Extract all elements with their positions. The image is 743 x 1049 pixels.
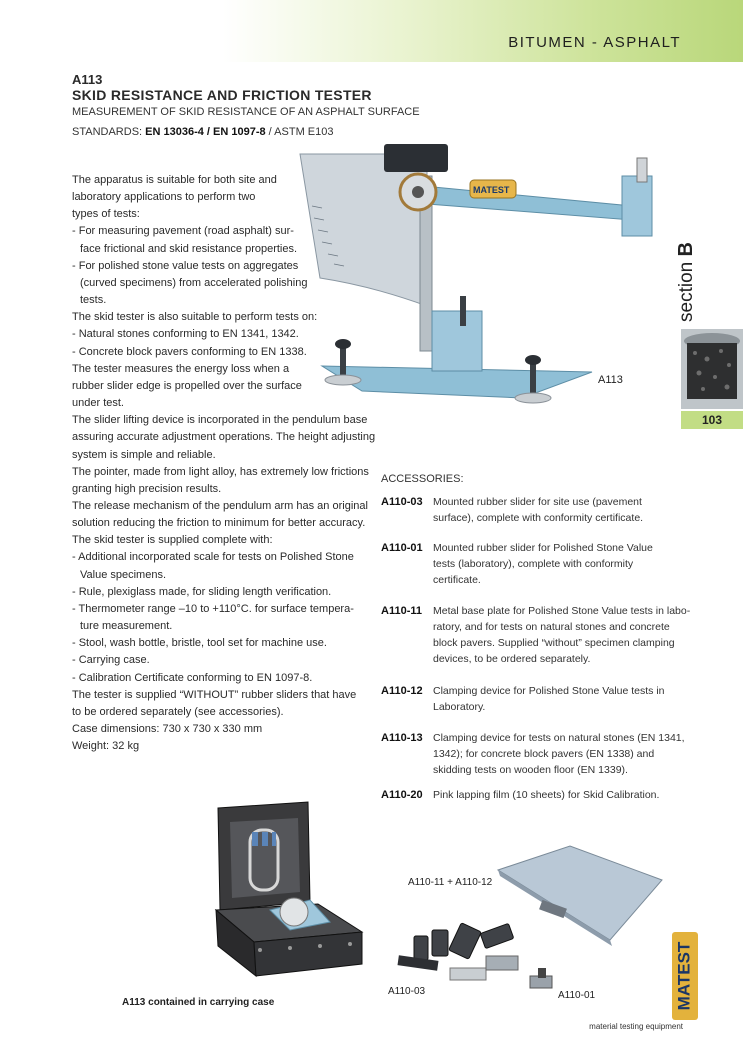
accessory-code: A110-12 [381,685,423,697]
accessory-code: A110-20 [381,789,423,801]
description-line: - Natural stones conforming to EN 1341, 1342. [72,328,299,341]
description-line: The skid tester is supplied complete with: [72,534,273,547]
description-line: - Thermometer range –10 to +110°C. for surface tempera- [72,602,354,615]
accessory-description [433,540,679,588]
description-line: ture measurement. [80,620,173,633]
matest-logo [668,930,702,1022]
description-line: - Rule, plexiglass made, for sliding length verification. [72,585,332,598]
description-line: The release mechanism of the pendulum arm has an original [72,499,368,512]
description-line: The slider lifting device is incorporated in the pendulum base [72,414,368,427]
standards-prefix: STANDARDS: [72,126,146,138]
standards-suffix: / ASTM E103 [265,126,334,138]
description-line: - Stool, wash bottle, bristle, tool set for machine use. [72,637,327,650]
description-line: - Concrete block pavers conforming to EN 1338. [72,345,307,358]
description-line: - Additional incorporated scale for tests on Polished Stone [72,551,354,564]
description-line: (curved specimens) from accelerated polishing [80,276,308,289]
description-line: - For measuring pavement (road asphalt) sur- [72,225,294,238]
accessory-description-line: Metal base plate for Polished Stone Value tests in labo- [433,605,691,617]
description-line: under test. [72,397,124,410]
accessory-description-line: Clamping device for tests on natural stones (EN 1341, [433,732,685,744]
main-image-caption: A113 [598,374,623,386]
plate-caption: A110-11 + A110-12 [408,877,493,888]
case-caption: A113 contained in carrying case [122,997,275,1008]
section-letter: B [675,242,697,257]
section-label [675,242,698,322]
accessory-description-line: skidding tests on wooden floor (EN 1339). [433,764,628,776]
accessory-description-line: ratory, and for tests on natural stones and concrete [433,621,670,633]
description-line: - Calibration Certificate conforming to EN 1097-8. [72,671,313,684]
accessory-description-line: Mounted rubber slider for Polished Stone Value [433,542,653,554]
accessories-heading: ACCESSORIES: [381,473,464,485]
header-bar [0,0,743,62]
accessory-description-line: Laboratory. [433,701,486,713]
accessory-description [433,683,679,715]
svg-text:MATEST: MATEST [473,185,510,195]
accessory-description-line: surface), complete with conformity certificate. [433,512,644,524]
accessory-code: A110-03 [381,496,423,508]
page-number: 103 [681,411,743,429]
description-line: The tester is supplied “WITHOUT” rubber sliders that have [72,688,357,701]
accessory-description-line: devices, to be ordered separately. [433,653,591,665]
accessory-description-line: 1342); for concrete block pavers (EN 1338) and [433,748,655,760]
description-line: The skid tester is also suitable to perform tests on: [72,311,318,324]
standards-main: EN 13036-4 / EN 1097-8 [145,126,266,138]
accessory-description [433,603,691,667]
carrying-case-image [190,800,370,978]
accessory-description [433,494,679,526]
slider-site-caption: A110-03 [388,986,426,997]
description-line: assuring accurate adjustment operations. The height adjusting [72,431,376,444]
description-line: Value specimens. [80,568,167,581]
description-line: - For polished stone value tests on aggregates [72,259,299,272]
description-line: face frictional and skid resistance properties. [80,242,298,255]
accessory-code: A110-13 [381,732,423,744]
description-line: granting high precision results. [72,482,222,495]
description-line: rubber slider edge is propelled over the surface [72,379,302,392]
description-line: Weight: 32 kg [72,740,140,753]
description-line: laboratory applications to perform two [72,191,256,204]
accessory-description-line: Pink lapping film (10 sheets) for Skid Calibration. [433,789,660,801]
section-thumbnail-image [681,329,743,409]
description-line: Case dimensions: 730 x 730 x 330 mm [72,723,263,735]
accessory-code: A110-01 [381,542,423,554]
accessories-image [390,840,665,1000]
description-line: - Carrying case. [72,654,150,667]
section-tab [672,196,702,326]
slider-lab-caption: A110-01 [558,990,596,1001]
description-line: The tester measures the energy loss when a [72,362,290,375]
category-title: BITUMEN - ASPHALT [508,34,681,51]
accessory-description [433,787,679,803]
description-line: system is simple and reliable. [72,448,216,461]
description-line: types of tests: [72,208,140,221]
logo-text: MATEST [674,941,694,1011]
accessory-description [433,730,685,778]
description-line: solution reducing the friction to minimum for better accuracy. [72,517,366,530]
accessory-description-line: tests (laboratory), complete with conformity [433,558,634,570]
product-subtitle: MEASUREMENT OF SKID RESISTANCE OF AN ASPHALT SURFACE [72,106,420,118]
section-word: section [676,256,697,322]
accessory-description-line: Clamping device for Polished Stone Value tests in [433,685,665,697]
accessory-description-line: block pavers. Supplied “without” specimen clamping [433,637,675,649]
description-line: The apparatus is suitable for both site and [72,174,277,186]
accessory-description-line: certificate. [433,574,481,586]
description-line: The pointer, made from light alloy, has extremely low frictions [72,465,369,478]
product-title: SKID RESISTANCE AND FRICTION TESTER [72,87,372,103]
description-line: tests. [80,294,107,307]
footer-tagline: material testing equipment [589,1022,683,1031]
product-code: A113 [72,72,103,87]
description-line: to be ordered separately (see accessories). [72,705,284,718]
accessory-code: A110-11 [381,605,422,617]
accessory-description-line: Mounted rubber slider for site use (pavement [433,496,642,508]
